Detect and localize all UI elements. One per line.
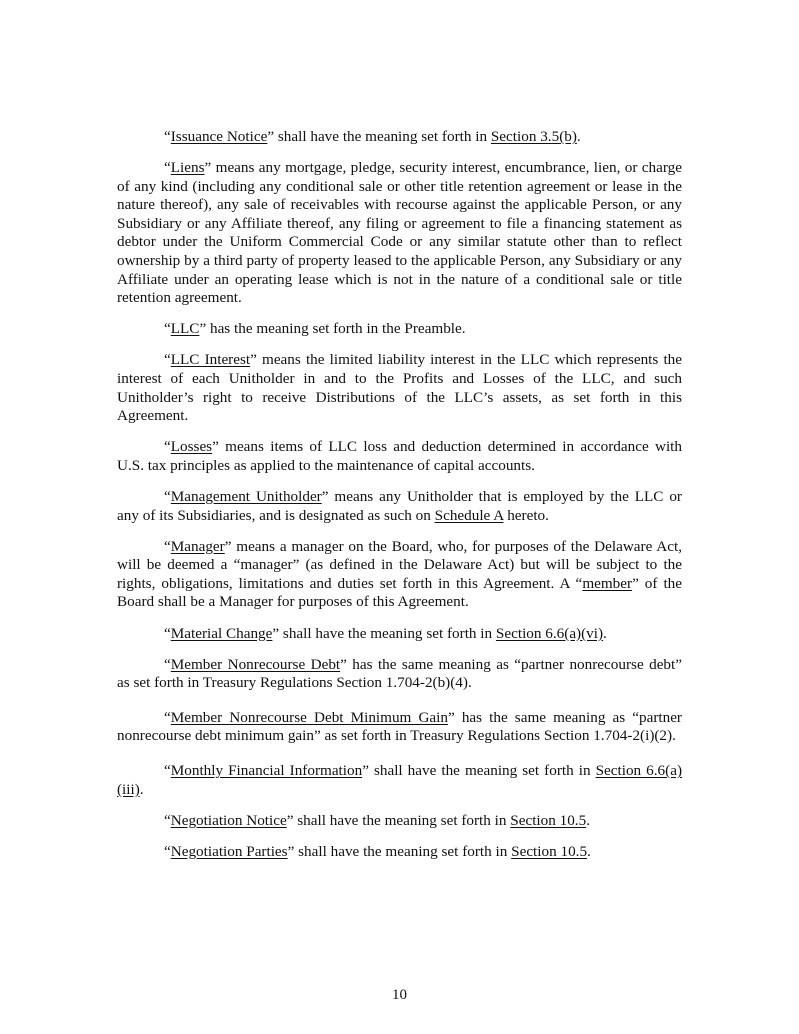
definition-management-unitholder: “Management Unitholder” means any Unitholder that is employed by the LLC or any of its Subsidiaries, and is designated as such on Schedule A hereto. xyxy=(117,488,682,524)
definition-losses: “Losses” means items of LLC loss and deduction determined in accordance with U.S. tax principles as applied to the maintenance of capital accounts. xyxy=(117,438,682,474)
defined-term: Member Nonrecourse Debt Minimum Gain xyxy=(170,708,448,726)
section-reference: Section 10.5 xyxy=(510,811,587,829)
defined-term: member xyxy=(582,574,633,592)
defined-term: Liens xyxy=(170,159,205,177)
defined-term: Monthly Financial Information xyxy=(170,762,363,780)
section-reference: Section 3.5(b) xyxy=(490,128,577,145)
section-reference: Section 6.6(a)(vi) xyxy=(495,624,604,642)
defined-term: Losses xyxy=(170,438,213,456)
definition-member-nonrecourse-debt-minimum-gain: “Member Nonrecourse Debt Minimum Gain” has the same meaning as “partner nonrecourse debt minimum gain” as set forth in Treasury Regulations Section 1.704-2(i)(2). xyxy=(117,708,682,745)
defined-term: Member Nonrecourse Debt xyxy=(170,655,341,673)
definition-llc-interest: “LLC Interest” means the limited liability interest in the LLC which represents the interest of each Unitholder in and to the Profits and Losses of the LLC, and such Unitholder’s right to receive Distributions of the LLC’s assets, as set forth in this Agreement. xyxy=(117,351,682,425)
definition-material-change: “Material Change” shall have the meaning set forth in Section 6.6(a)(vi). xyxy=(164,624,607,642)
definition-monthly-financial-information: “Monthly Financial Information” shall have the meaning set forth in Section 6.6(a)(iii). xyxy=(117,762,683,798)
definition-llc: “LLC” has the meaning set forth in the Preamble. xyxy=(164,320,466,338)
page-number: 10 xyxy=(392,987,407,1003)
defined-term: LLC xyxy=(170,320,200,338)
definition-issuance-notice: “Issuance Notice” shall have the meaning set forth in Section 3.5(b). xyxy=(164,128,581,145)
defined-term: Material Change xyxy=(170,624,273,642)
defined-term: Negotiation Parties xyxy=(170,842,288,860)
defined-term: Management Unitholder xyxy=(170,488,322,505)
definition-liens: “Liens” means any mortgage, pledge, security interest, encumbrance, lien, or charge of any kind (including any conditional sale or other title retention agreement or lease in the nature thereof), any sale of receivables with recourse against the applicable Person, or any Subsidiary or any Affiliate thereof, any filing or agreement to file a financing statement as debtor under the Uniform Commercial Code or any similar statute other than to reflect ownership by a third party of property leased to the applicable Person, any Subsidiary or any Affiliate under an operating lease which is not in the nature of a conditional sale or title retention agreement. xyxy=(117,159,682,307)
definition-negotiation-parties: “Negotiation Parties” shall have the meaning set forth in Section 10.5. xyxy=(164,842,591,860)
defined-term: Negotiation Notice xyxy=(170,811,287,829)
definition-manager: “Manager” means a manager on the Board, who, for purposes of the Delaware Act, will be deemed a “manager” (as defined in the Delaware Act) but will be subject to the rights, obligations, limitations and duties set forth in this Agreement. A “member” of the Board shall be a Manager for purposes of this Agreement. xyxy=(117,537,682,611)
defined-term: Issuance Notice xyxy=(170,128,268,145)
definition-member-nonrecourse-debt: “Member Nonrecourse Debt” has the same meaning as “partner nonrecourse debt” as set forth in Treasury Regulations Section 1.704-2(b)(4). xyxy=(117,655,682,692)
defined-term: LLC Interest xyxy=(170,351,251,369)
definition-negotiation-notice: “Negotiation Notice” shall have the meaning set forth in Section 10.5. xyxy=(164,811,590,829)
section-reference: Section 10.5 xyxy=(511,842,588,860)
defined-term: Manager xyxy=(170,537,225,555)
schedule-reference: Schedule A xyxy=(434,506,504,524)
document-body xyxy=(117,128,682,874)
section-reference: Section 6.6(a)(iii) xyxy=(117,762,683,798)
